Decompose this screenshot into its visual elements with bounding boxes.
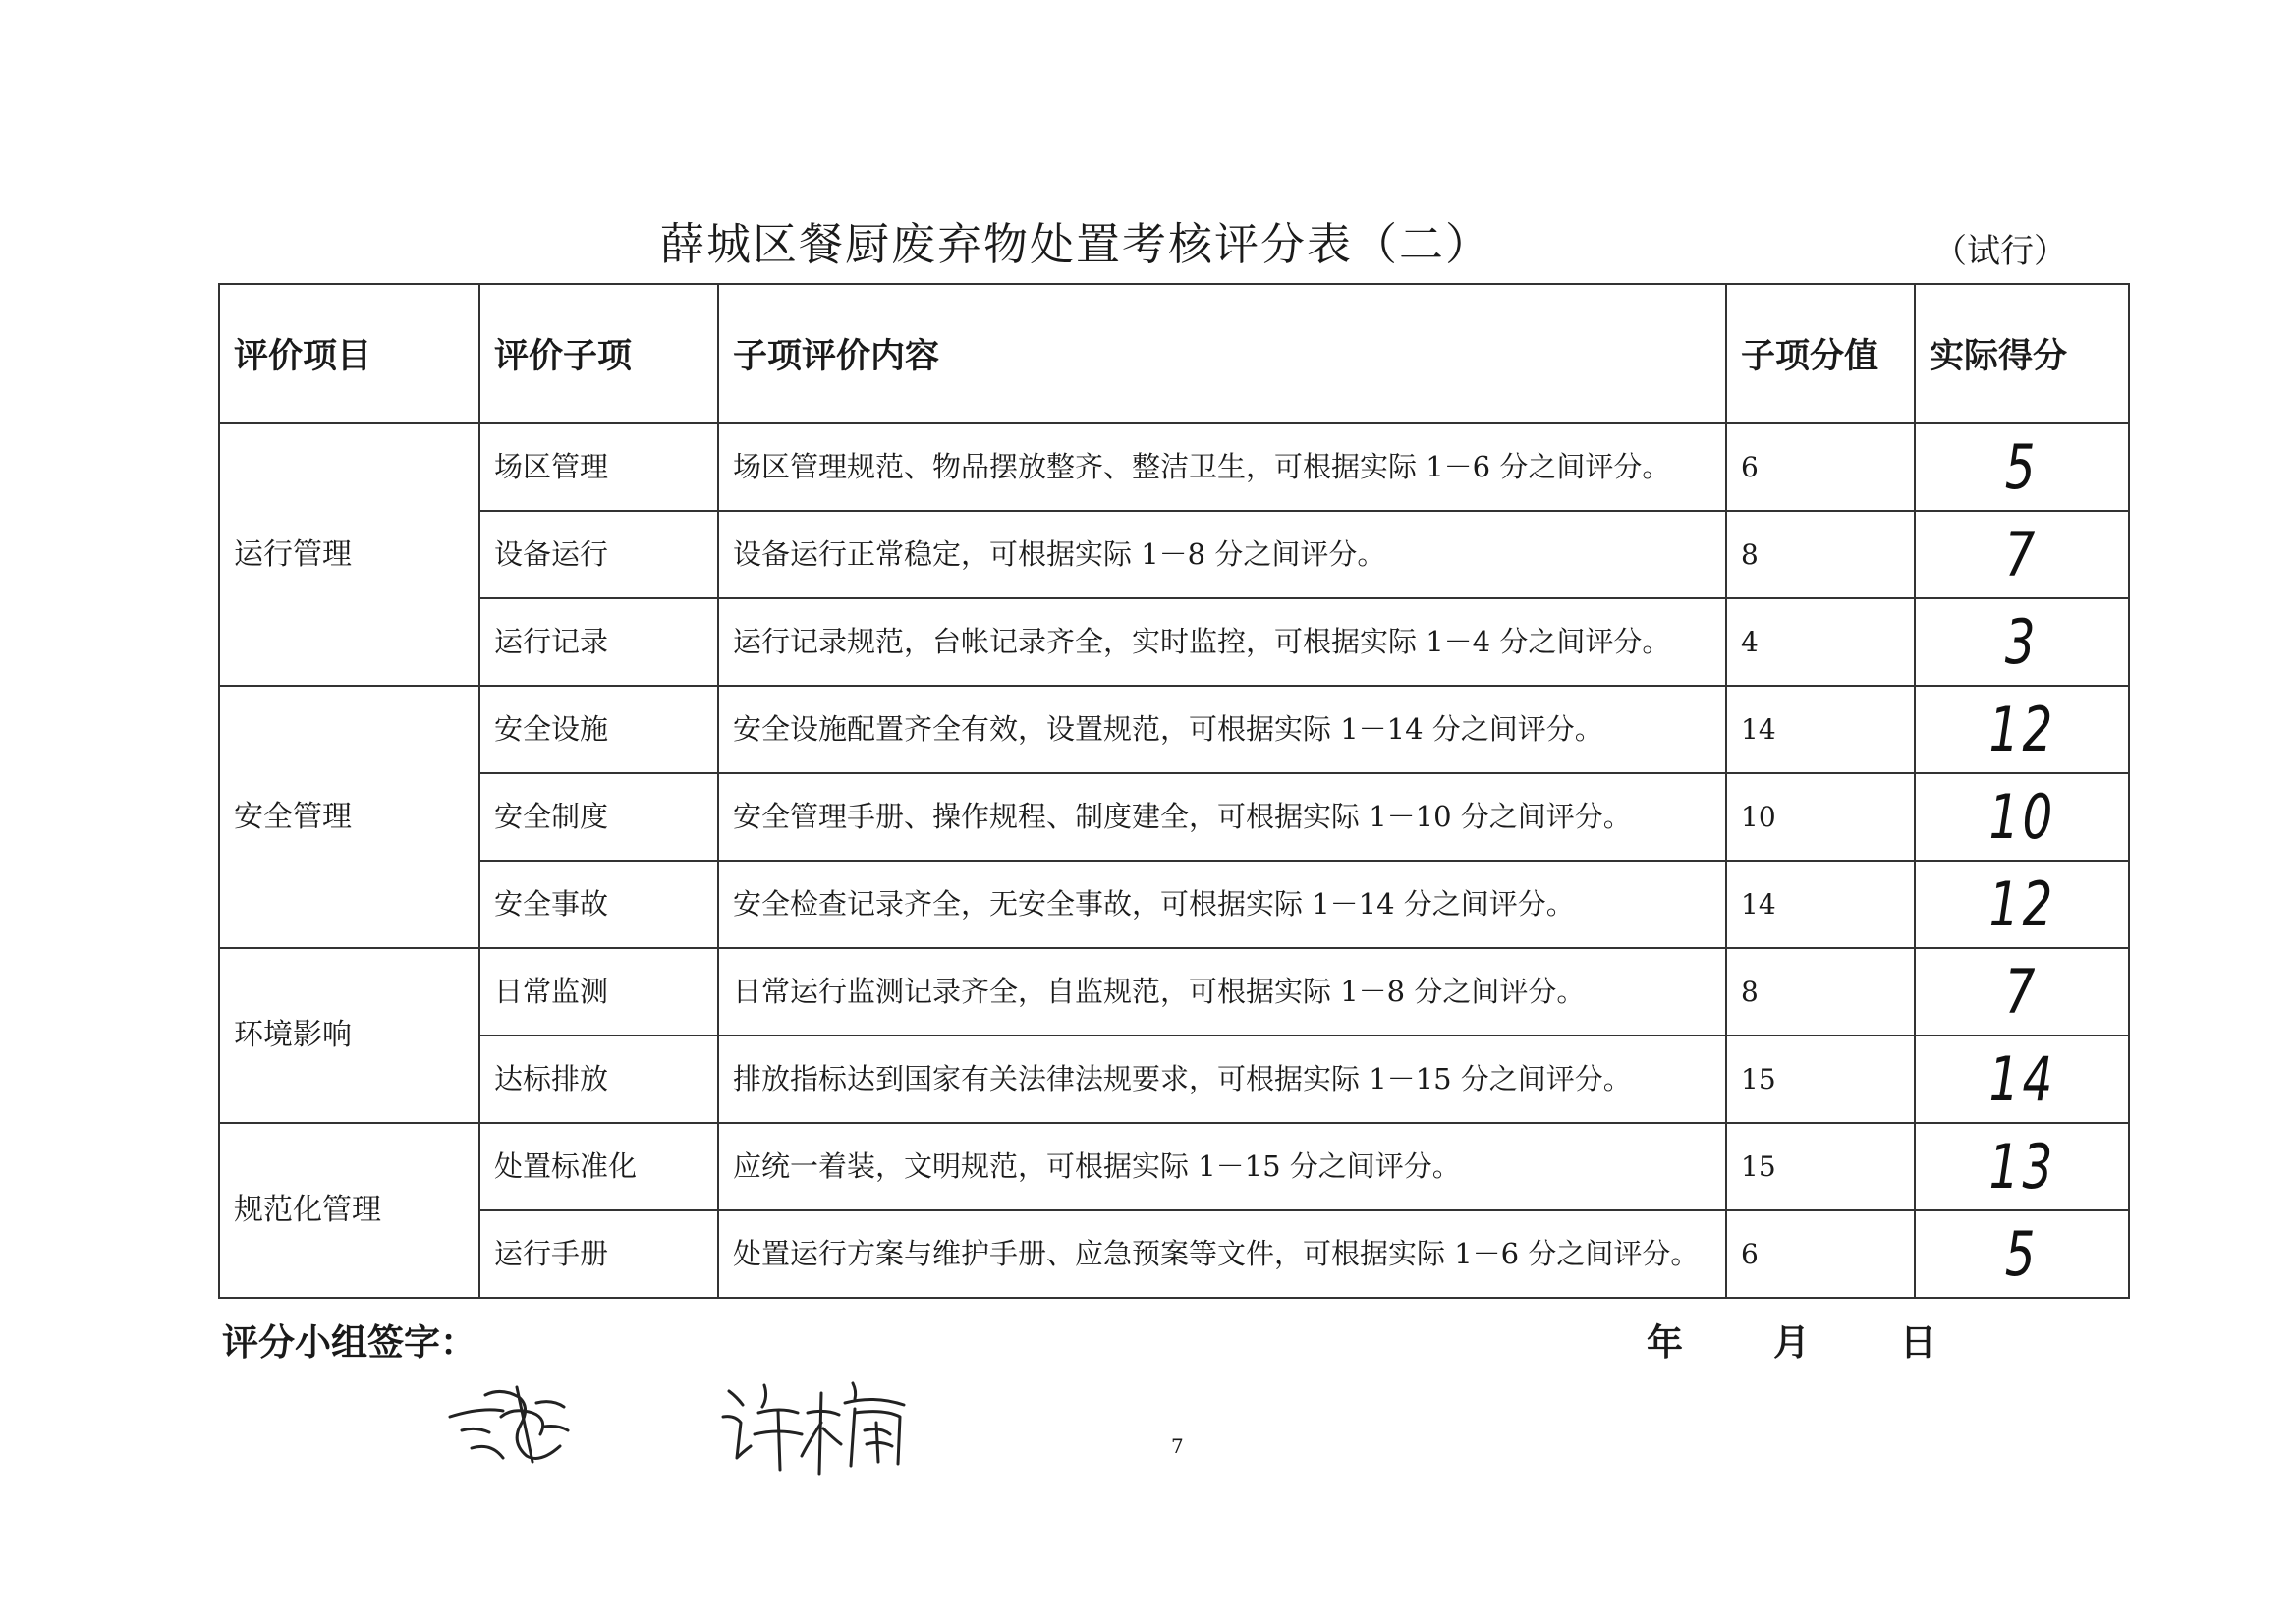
table-row bbox=[219, 948, 2129, 1036]
handwritten-score: 14 bbox=[1988, 1042, 2055, 1115]
category-cell: 规范化管理 bbox=[219, 1123, 479, 1298]
subitem-cell: 处置标准化 bbox=[479, 1123, 718, 1210]
header-subitem: 评价子项 bbox=[479, 284, 718, 423]
actual-score-cell bbox=[1915, 423, 2129, 511]
content-cell: 设备运行正常稳定，可根据实际 1－8 分之间评分。 bbox=[718, 511, 1726, 598]
header-content: 子项评价内容 bbox=[718, 284, 1726, 423]
handwritten-score: 12 bbox=[1988, 868, 2055, 940]
content-cell: 排放指标达到国家有关法律法规要求，可根据实际 1－15 分之间评分。 bbox=[718, 1036, 1726, 1123]
table-row bbox=[219, 861, 2129, 948]
actual-score-cell bbox=[1915, 773, 2129, 861]
handwritten-score: 7 bbox=[2005, 955, 2039, 1028]
handwritten-score: 12 bbox=[1988, 693, 2055, 765]
table-row bbox=[219, 1123, 2129, 1210]
table-row bbox=[219, 773, 2129, 861]
max-score-cell: 6 bbox=[1726, 423, 1915, 511]
table-row bbox=[219, 686, 2129, 773]
actual-score-cell bbox=[1915, 686, 2129, 773]
document-title: 薛城区餐厨废弃物处置考核评分表（二） bbox=[660, 218, 1492, 270]
content-cell: 安全检查记录齐全，无安全事故，可根据实际 1－14 分之间评分。 bbox=[718, 861, 1726, 948]
header-category: 评价项目 bbox=[219, 284, 479, 423]
max-score-cell: 8 bbox=[1726, 948, 1915, 1036]
actual-score-cell bbox=[1915, 948, 2129, 1036]
handwritten-score: 5 bbox=[2005, 1217, 2039, 1290]
day-label: 日 bbox=[1900, 1321, 1936, 1364]
signature-xu-nan bbox=[723, 1383, 904, 1474]
table-row bbox=[219, 423, 2129, 511]
content-cell: 处置运行方案与维护手册、应急预案等文件，可根据实际 1－6 分之间评分。 bbox=[718, 1210, 1726, 1298]
max-score-cell: 4 bbox=[1726, 598, 1915, 686]
handwritten-score: 7 bbox=[2005, 518, 2039, 590]
subitem-cell: 安全制度 bbox=[479, 773, 718, 861]
category-cell: 环境影响 bbox=[219, 948, 479, 1123]
actual-score-cell bbox=[1915, 511, 2129, 598]
max-score-cell: 15 bbox=[1726, 1036, 1915, 1123]
signature-scribble bbox=[450, 1387, 568, 1462]
month-label: 月 bbox=[1773, 1321, 1810, 1364]
subitem-cell: 场区管理 bbox=[479, 423, 718, 511]
score-table bbox=[218, 283, 2130, 1299]
date-line bbox=[1647, 1313, 1936, 1366]
handwritten-score: 5 bbox=[2005, 430, 2039, 503]
subitem-cell: 安全事故 bbox=[479, 861, 718, 948]
max-score-cell: 15 bbox=[1726, 1123, 1915, 1210]
trial-tag: （试行） bbox=[1933, 232, 2067, 271]
year-label: 年 bbox=[1647, 1321, 1683, 1364]
table-row bbox=[219, 1210, 2129, 1298]
content-cell: 运行记录规范，台帐记录齐全，实时监控，可根据实际 1－4 分之间评分。 bbox=[718, 598, 1726, 686]
table-row bbox=[219, 598, 2129, 686]
actual-score-cell bbox=[1915, 1123, 2129, 1210]
content-cell: 安全管理手册、操作规程、制度建全，可根据实际 1－10 分之间评分。 bbox=[718, 773, 1726, 861]
header-max-score: 子项分值 bbox=[1726, 284, 1915, 423]
max-score-cell: 14 bbox=[1726, 861, 1915, 948]
table-row bbox=[219, 1036, 2129, 1123]
max-score-cell: 6 bbox=[1726, 1210, 1915, 1298]
handwritten-score: 13 bbox=[1988, 1130, 2055, 1203]
subitem-cell: 安全设施 bbox=[479, 686, 718, 773]
handwritten-score: 3 bbox=[2005, 605, 2039, 678]
content-cell: 应统一着装，文明规范，可根据实际 1－15 分之间评分。 bbox=[718, 1123, 1726, 1210]
actual-score-cell bbox=[1915, 1210, 2129, 1298]
page-number: 7 bbox=[1171, 1434, 1184, 1458]
subitem-cell: 日常监测 bbox=[479, 948, 718, 1036]
max-score-cell: 10 bbox=[1726, 773, 1915, 861]
subitem-cell: 设备运行 bbox=[479, 511, 718, 598]
actual-score-cell bbox=[1915, 861, 2129, 948]
actual-score-cell bbox=[1915, 598, 2129, 686]
table-row bbox=[219, 511, 2129, 598]
handwritten-signatures bbox=[442, 1348, 953, 1476]
category-cell: 安全管理 bbox=[219, 686, 479, 948]
actual-score-cell bbox=[1915, 1036, 2129, 1123]
table-header-row bbox=[219, 284, 2129, 423]
handwritten-score: 10 bbox=[1988, 780, 2055, 853]
subitem-cell: 达标排放 bbox=[479, 1036, 718, 1123]
content-cell: 场区管理规范、物品摆放整齐、整洁卫生，可根据实际 1－6 分之间评分。 bbox=[718, 423, 1726, 511]
subitem-cell: 运行手册 bbox=[479, 1210, 718, 1298]
category-cell: 运行管理 bbox=[219, 423, 479, 686]
signature-label: 评分小组签字： bbox=[222, 1321, 476, 1364]
content-cell: 日常运行监测记录齐全，自监规范，可根据实际 1－8 分之间评分。 bbox=[718, 948, 1726, 1036]
max-score-cell: 8 bbox=[1726, 511, 1915, 598]
content-cell: 安全设施配置齐全有效，设置规范，可根据实际 1－14 分之间评分。 bbox=[718, 686, 1726, 773]
max-score-cell: 14 bbox=[1726, 686, 1915, 773]
header-actual-score: 实际得分 bbox=[1915, 284, 2129, 423]
subitem-cell: 运行记录 bbox=[479, 598, 718, 686]
